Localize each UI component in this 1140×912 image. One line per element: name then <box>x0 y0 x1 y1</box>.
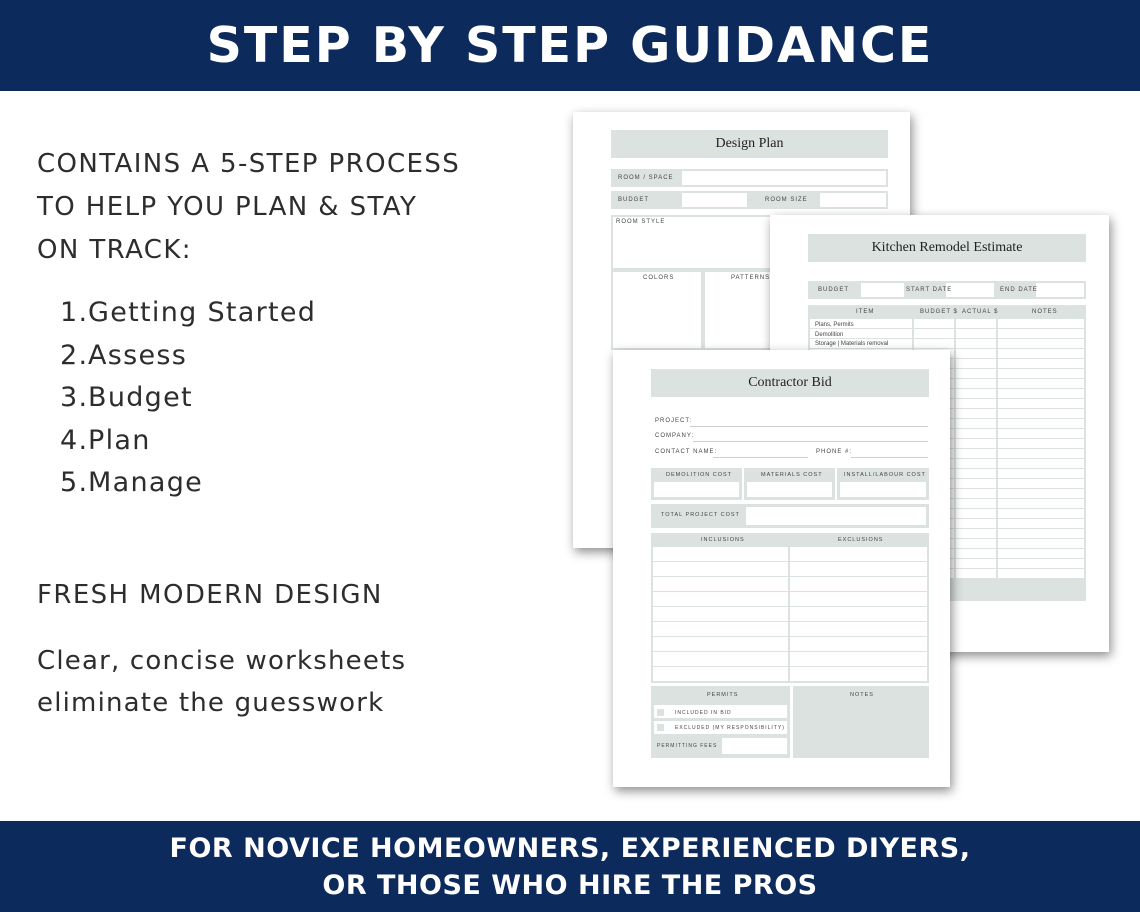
table-cell <box>956 339 996 348</box>
table-cell <box>653 562 788 576</box>
demolition-cost-label: DEMOLITION COST <box>666 472 733 478</box>
table-cell <box>998 459 1084 468</box>
table-cell <box>998 529 1084 538</box>
col-item: ITEM <box>856 309 875 315</box>
excluded-checkbox[interactable] <box>657 724 664 731</box>
footer-line: OR THOSE WHO HIRE THE PROS <box>322 869 818 901</box>
table-cell <box>914 339 954 348</box>
table-cell <box>956 499 996 508</box>
table-cell <box>653 547 788 561</box>
sheet-title: Contractor Bid <box>651 369 929 397</box>
table-cell <box>790 667 927 681</box>
table-cell <box>956 439 996 448</box>
step-number: 3. <box>60 382 89 413</box>
table-cell <box>998 369 1084 378</box>
phone-line <box>851 457 928 458</box>
table-cell <box>956 359 996 368</box>
patterns-label: PATTERNS <box>731 275 771 281</box>
table-cell <box>956 319 996 328</box>
contact-line <box>713 457 808 458</box>
steps-list <box>60 292 316 505</box>
contact-label: CONTACT NAME: <box>655 449 718 455</box>
table-cell <box>653 607 788 621</box>
intro-line: ON TRACK: <box>37 235 192 265</box>
table-cell <box>998 549 1084 558</box>
table-cell <box>914 329 954 338</box>
intro-line: TO HELP YOU PLAN & STAY <box>37 192 418 222</box>
table-cell <box>998 519 1084 528</box>
table-cell <box>790 652 927 666</box>
step-number: 4. <box>60 424 89 456</box>
feature-line: eliminate the guesswork <box>37 688 385 718</box>
room-style-label: ROOM STYLE <box>616 219 666 225</box>
table-cell <box>998 489 1084 498</box>
table-cell <box>956 469 996 478</box>
table-cell <box>956 369 996 378</box>
table-cell <box>653 577 788 591</box>
table-cell <box>790 592 927 606</box>
included-label: INCLUDED IN BID <box>675 710 732 716</box>
table-cell <box>998 539 1084 548</box>
permitting-fees-label: PERMITTING FEES <box>657 743 718 749</box>
table-cell <box>790 622 927 636</box>
start-date-field <box>945 282 995 298</box>
step-label: Manage <box>88 467 204 498</box>
project-line <box>690 426 928 427</box>
table-cell <box>653 637 788 651</box>
table-cell <box>998 319 1084 328</box>
step-label: Getting Started <box>88 297 317 328</box>
colors-box <box>611 270 703 350</box>
table-cell <box>956 559 996 568</box>
labour-cost-field <box>839 481 927 498</box>
table-cell <box>998 409 1084 418</box>
col-notes: NOTES <box>1032 309 1058 315</box>
footer-line: FOR NOVICE HOMEOWNERS, EXPERIENCED DIYERS, <box>169 832 971 864</box>
room-size-label: ROOM SIZE <box>765 197 808 203</box>
table-cell <box>956 489 996 498</box>
header-banner <box>0 0 1140 91</box>
table-cell <box>956 409 996 418</box>
table-cell <box>956 479 996 488</box>
step-item <box>60 462 316 505</box>
table-cell <box>998 509 1084 518</box>
page-title: STEP BY STEP GUIDANCE <box>206 17 934 74</box>
table-cell <box>998 329 1084 338</box>
room-space-label: ROOM / SPACE <box>618 175 674 181</box>
table-cell <box>956 449 996 458</box>
start-date-label: START DATE <box>906 287 953 293</box>
table-cell <box>653 652 788 666</box>
step-item <box>60 335 316 378</box>
table-cell <box>653 622 788 636</box>
table-cell <box>956 399 996 408</box>
table-cell <box>790 562 927 576</box>
exclusions-label: EXCLUSIONS <box>838 537 884 543</box>
step-item <box>60 377 316 420</box>
intro-line: CONTAINS A 5-STEP PROCESS <box>37 149 461 179</box>
budget-row <box>611 191 888 209</box>
step-number: 1. <box>60 297 89 328</box>
company-line <box>693 441 928 442</box>
feature-description <box>37 640 507 724</box>
demolition-cost-field <box>653 481 740 498</box>
inclusions-table <box>651 533 929 683</box>
table-cell <box>998 359 1084 368</box>
table-cell <box>956 509 996 518</box>
table-cell <box>956 379 996 388</box>
feature-line: Clear, concise worksheets <box>37 646 407 676</box>
step-item <box>60 420 316 463</box>
sheet-title: Design Plan <box>611 130 888 158</box>
table-cell <box>998 429 1084 438</box>
table-cell <box>956 329 996 338</box>
col-budget: BUDGET $ <box>920 309 958 315</box>
total-cost-field <box>745 506 927 526</box>
row-item: Storage | Materials removal <box>815 341 889 347</box>
table-cell <box>998 419 1084 428</box>
table-cell <box>998 499 1084 508</box>
table-cell <box>956 349 996 358</box>
contractor-bid-sheet <box>613 350 950 787</box>
table-cell <box>998 439 1084 448</box>
end-date-label: END DATE <box>1000 287 1038 293</box>
permitting-fees-field <box>721 737 788 755</box>
total-cost-label: TOTAL PROJECT COST <box>661 512 740 518</box>
budget-label: BUDGET <box>818 287 850 293</box>
budget-field <box>681 192 748 208</box>
table-cell <box>956 549 996 558</box>
room-size-field <box>819 192 887 208</box>
inclusions-label: INCLUSIONS <box>701 537 745 543</box>
row-item: Plans, Permits <box>815 322 854 328</box>
step-label: Assess <box>88 339 188 371</box>
table-cell <box>956 459 996 468</box>
table-cell <box>790 577 927 591</box>
step-label: Budget <box>88 382 193 413</box>
table-cell <box>998 349 1084 358</box>
table-cell <box>956 429 996 438</box>
table-cell <box>998 449 1084 458</box>
materials-cost-label: MATERIALS COST <box>761 472 823 478</box>
colors-label: COLORS <box>643 275 675 281</box>
room-space-field <box>681 170 887 186</box>
included-checkbox[interactable] <box>657 709 664 716</box>
table-cell <box>914 319 954 328</box>
notes-label: NOTES <box>850 692 874 698</box>
step-number: 2. <box>60 339 89 371</box>
step-label: Plan <box>88 424 151 456</box>
row-item: Demolition <box>815 332 844 338</box>
table-cell <box>998 569 1084 578</box>
feature-heading: FRESH MODERN DESIGN <box>37 580 383 610</box>
table-cell <box>998 469 1084 478</box>
sheet-title: Kitchen Remodel Estimate <box>808 234 1086 262</box>
table-cell <box>956 389 996 398</box>
table-cell <box>790 607 927 621</box>
excluded-label: EXCLUDED (MY RESPONSIBILITY) <box>675 725 785 731</box>
table-cell <box>790 637 927 651</box>
table-cell <box>956 519 996 528</box>
budget-field <box>860 282 905 298</box>
table-cell <box>653 667 788 681</box>
table-cell <box>653 592 788 606</box>
table-cell <box>956 529 996 538</box>
table-cell <box>790 547 927 561</box>
table-cell <box>998 389 1084 398</box>
project-label: PROJECT: <box>655 418 693 424</box>
table-cell <box>956 569 996 578</box>
company-label: COMPANY: <box>655 433 695 439</box>
table-cell <box>998 479 1084 488</box>
table-cell <box>956 539 996 548</box>
table-cell <box>956 419 996 428</box>
table-cell <box>998 399 1084 408</box>
col-actual: ACTUAL $ <box>962 309 999 315</box>
materials-cost-field <box>746 481 833 498</box>
permits-label: PERMITS <box>707 692 739 698</box>
table-cell <box>998 379 1084 388</box>
step-number: 5. <box>60 467 89 498</box>
intro-text <box>37 143 537 272</box>
budget-label: BUDGET <box>618 197 650 203</box>
end-date-field <box>1035 282 1085 298</box>
labour-cost-label: INSTALL/LABOUR COST <box>844 472 926 478</box>
phone-label: PHONE #: <box>816 449 853 455</box>
table-cell <box>998 559 1084 568</box>
table-cell <box>998 339 1084 348</box>
step-item <box>60 292 316 335</box>
footer-banner <box>0 821 1140 912</box>
